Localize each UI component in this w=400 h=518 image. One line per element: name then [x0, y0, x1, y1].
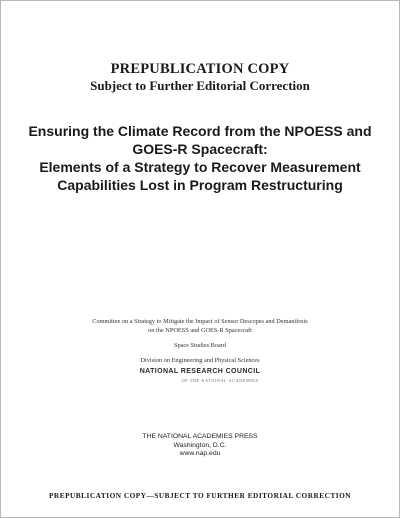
division-name: Division on Engineering and Physical Sciences: [140, 357, 260, 364]
board-name: Space Studies Board: [173, 342, 227, 349]
editorial-correction-notice: Subject to Further Editorial Correction: [90, 78, 310, 93]
title-line: Ensuring the Climate Record from the NPOESS and: [28, 123, 372, 139]
committee-line: Committee on a Strategy to Mitigate the Impact of Sensor Descopes and Demanifests: [92, 318, 308, 325]
subtitle-line: Capabilities Lost in Program Restructuring: [57, 177, 343, 193]
committee-name: [1, 317, 399, 335]
publisher-name: THE NATIONAL ACADEMIES PRESS: [142, 433, 258, 440]
report-title: [1, 122, 399, 194]
publisher-url: www.nap.edu: [179, 450, 221, 457]
council-name: NATIONAL RESEARCH COUNCIL: [139, 368, 261, 375]
footer-prepublication-stamp: PREPUBLICATION COPY—SUBJECT TO FURTHER EDITORIAL CORRECTION: [48, 491, 352, 500]
publisher-city: Washington, D.C.: [173, 441, 227, 449]
subtitle-line: Elements of a Strategy to Recover Measurement: [39, 159, 361, 175]
prepublication-stamp: PREPUBLICATION COPY: [110, 61, 290, 77]
committee-line: on the NPOESS and GOES-R Spacecraft: [148, 327, 252, 334]
council-subtitle: OF THE NATIONAL ACADEMIES: [181, 378, 259, 383]
publisher-block: [1, 433, 399, 459]
title-line: GOES-R Spacecraft:: [132, 141, 268, 157]
